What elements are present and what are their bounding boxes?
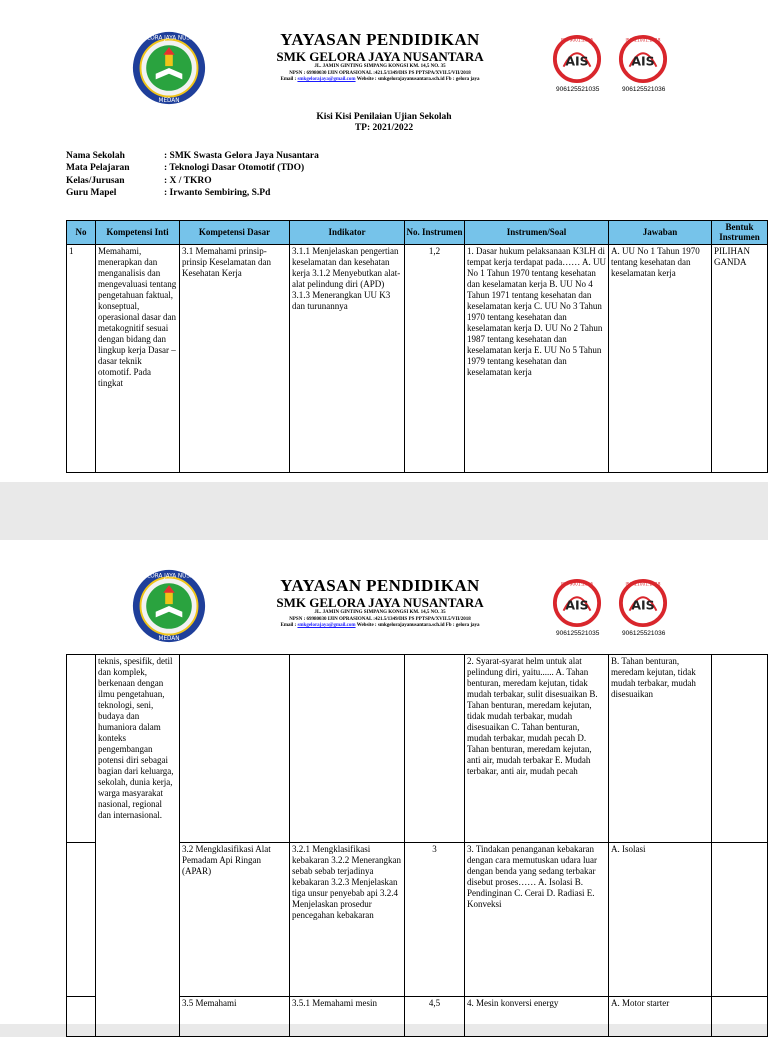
col-header-soal: Instrumen/Soal bbox=[465, 221, 609, 245]
cell-kd: 3.2 Mengklasifikasi Alat Pemadam Api Ringan (APAR) bbox=[180, 843, 290, 997]
svg-text:ISO 9001:2015: ISO 9001:2015 bbox=[560, 582, 594, 588]
iso-9001-cert-icon bbox=[548, 34, 606, 84]
contact-line: Email : smkgelorajaya@gmail.com Website : smkgelorajayanusantara.sch.id Fb : gelora jaya bbox=[280, 77, 480, 82]
kisi-kisi-table bbox=[66, 220, 768, 473]
cell-no-instrumen: 4,5 bbox=[405, 997, 465, 1037]
svg-text:ISO 21001:2018: ISO 21001:2018 bbox=[625, 582, 661, 588]
iso-9001-cert-icon bbox=[548, 578, 606, 628]
letterhead-text bbox=[220, 30, 540, 84]
document-page-1 bbox=[0, 0, 768, 482]
cell-bentuk bbox=[712, 997, 768, 1037]
svg-text:MEDAN: MEDAN bbox=[158, 98, 180, 105]
cell-bentuk bbox=[712, 843, 768, 997]
cell-no bbox=[67, 655, 96, 843]
cell-no-instrumen: 3 bbox=[405, 843, 465, 997]
school-info bbox=[66, 150, 319, 200]
col-header-no: No bbox=[67, 221, 96, 245]
cell-no-instrumen: 1,2 bbox=[405, 245, 465, 473]
cell-indikator: 3.2.1 Mengklasifikasi kebakaran 3.2.2 Menerangkan sebab sebab terjadinya kebakaran 3.2.3 Menjelaskan tiga unsur penyebab api 3.2.4 Menjelaskan prosedur pencegahan kebakaran bbox=[290, 843, 405, 997]
letterhead bbox=[0, 0, 768, 105]
cert-number-2: 906125521036 bbox=[622, 630, 666, 637]
cell-jawaban: B. Tahan benturan, meredam kejutan, tidak mudah terbakar, mudah disesuaikan bbox=[609, 655, 712, 843]
table-header-row bbox=[67, 221, 768, 245]
kisi-kisi-table-continued bbox=[66, 654, 768, 1037]
svg-text:AIS: AIS bbox=[565, 53, 589, 69]
cell-kd: 3.5 Memahami bbox=[180, 997, 290, 1037]
cell-indikator: 3.1.1 Menjelaskan pengertian keselamatan dan kesehatan kerja 3.1.2 Menyebutkan alat-alat pelindung diri (APD) 3.1.3 Menerangkan UU K3 dan turunannya bbox=[290, 245, 405, 473]
cell-ki: teknis, spesifik, detil dan komplek, berkenaan dengan ilmu pengetahuan, teknologi, seni, budaya dan humaniora dalam konteks pengembangan potensi diri sebagai bagian dari keluarga, sekolah, dunia kerja, warga masyarakat nasional, regional dan internasional. bbox=[96, 655, 180, 997]
cell-no bbox=[67, 997, 96, 1037]
cell-soal: 3. Tindakan penanganan kebakaran dengan cara memutuskan udara luar dengan benda yang sedang terbakar disebut proses…… A. Isolasi B. Pendinginan C. Cerai D. Radiasi E. Konveksi bbox=[465, 843, 609, 997]
contact-line: Email : smkgelorajaya@gmail.com Website : smkgelorajayanusantara.sch.id Fb : gelora jaya bbox=[280, 623, 480, 628]
cell-no bbox=[67, 843, 96, 997]
cell-soal: 2. Syarat-syarat helm untuk alat pelindung diri, yaitu...... A. Tahan benturan, meredam kejutan, tidak mudah terbakar, sulit disesuaikan B. Tahan benturan, meredam kejutan, tidak mudah terbakar, mudah disesuaikan C. Tahan benturan, mudah terbakar, mudah pecah D. Tahan benturan, meredam kejutan, anti air, mudah terbakar E. Mudah terbakar, anti air, mudah pecah bbox=[465, 655, 609, 843]
school-address: JL. JAMIN GINTING SIMPANG KONGSI KM. 14,5 NO. 35 bbox=[314, 64, 446, 69]
cell-soal: 4. Mesin konversi energy bbox=[465, 997, 609, 1037]
email-link[interactable]: smkgelorajaya@gmail.com bbox=[297, 623, 356, 628]
npsn-line: NPSN : 69980030 IJIN OPRASIONAL :421.5/1349/DIS PS PPTSPA/XVII.5/VII/2018 bbox=[289, 70, 471, 76]
cell-jawaban: A. Isolasi bbox=[609, 843, 712, 997]
svg-text:MEDAN: MEDAN bbox=[158, 636, 180, 643]
school-logo-icon bbox=[125, 30, 213, 106]
cell-indikator: 3.5.1 Memahami mesin bbox=[290, 997, 405, 1037]
col-header-kd: Kompetensi Dasar bbox=[180, 221, 290, 245]
cell-no: 1 bbox=[67, 245, 96, 473]
iso-21001-cert-icon bbox=[614, 34, 672, 84]
cell-kd bbox=[180, 655, 290, 843]
col-header-ki: Kompetensi Inti bbox=[96, 221, 180, 245]
col-header-bentuk: Bentuk Instrumen bbox=[712, 221, 768, 245]
cell-kd: 3.1 Memahami prinsip-prinsip Keselamatan dan Kesehatan Kerja bbox=[180, 245, 290, 473]
svg-text:AIS: AIS bbox=[631, 53, 655, 69]
iso-21001-cert-icon bbox=[614, 578, 672, 628]
npsn-line: NPSN : 69980030 IJIN OPRASIONAL :421.5/1349/DIS PS PPTSPA/XVII.5/VII/2018 bbox=[289, 616, 471, 622]
svg-text:SMK GELORA JAYA NUSANTARA: SMK GELORA JAYA NUSANTARA bbox=[125, 35, 213, 42]
document-page-2 bbox=[0, 540, 768, 1024]
col-header-jawaban: Jawaban bbox=[609, 221, 712, 245]
svg-text:SMK GELORA JAYA NUSANTARA: SMK GELORA JAYA NUSANTARA bbox=[125, 573, 213, 580]
letterhead bbox=[0, 540, 768, 643]
info-row: Kelas/Jurusan : X / TKRO bbox=[66, 175, 212, 186]
email-link[interactable]: smkgelorajaya@gmail.com bbox=[297, 77, 356, 82]
document-title: Kisi Kisi Penilaian Ujian Sekolah TP: 2021/2022 bbox=[316, 112, 452, 133]
svg-text:AIS: AIS bbox=[631, 597, 655, 613]
cell-bentuk: PILIHAN GANDA bbox=[712, 245, 768, 473]
letterhead-text bbox=[220, 576, 540, 630]
svg-text:ISO 21001:2018: ISO 21001:2018 bbox=[625, 38, 661, 44]
cell-soal: 1. Dasar hukum pelaksanaan K3LH di tempat kerja terdapat pada…… A. UU No 1 Tahun 1970 tentang kesehatan dan keselamatan kerja B. UU No 4 Tahun 1971 tentang kesehatan dan keselamatan kerja C. UU No 3 Tahun 1970 tentang kesehatan dan keselamatan kerja D. UU No 2 Tahun 1987 tentang kesehatan dan keselamatan kerja E. UU No 5 Tahun 1979 tentang kesehatan dan keselamatan kerja bbox=[465, 245, 609, 473]
cell-indikator bbox=[290, 655, 405, 843]
cell-jawaban: A. UU No 1 Tahun 1970 tentang kesehatan dan keselamatan kerja bbox=[609, 245, 712, 473]
table-row bbox=[67, 655, 768, 843]
cell-ki: Memahami, menerapkan dan menganalisis dan mengevaluasi tentang pengetahuan faktual, konseptual, operasional dasar dan metakognitif sesuai dengan bidang dan lingkup kerja Dasar – dasar teknik otomotif. Pada tingkat bbox=[96, 245, 180, 473]
info-row: Guru Mapel : Irwanto Sembiring, S.Pd bbox=[66, 188, 271, 199]
cert-number-2: 906125521036 bbox=[622, 86, 666, 93]
info-row: Nama Sekolah : SMK Swasta Gelora Jaya Nusantara bbox=[66, 151, 319, 161]
table-row bbox=[67, 245, 768, 473]
school-address: JL. JAMIN GINTING SIMPANG KONGSI KM. 14,5 NO. 35 bbox=[314, 610, 446, 615]
cell-no-instrumen bbox=[405, 655, 465, 843]
svg-text:AIS: AIS bbox=[565, 597, 589, 613]
school-logo-icon bbox=[125, 568, 213, 644]
school-name: SMK GELORA JAYA NUSANTARA bbox=[276, 49, 484, 64]
info-row: Mata Pelajaran : Teknologi Dasar Otomotif (TDO) bbox=[66, 163, 305, 174]
cert-number-1: 906125521035 bbox=[556, 86, 600, 93]
foundation-name: YAYASAN PENDIDIKAN bbox=[280, 576, 480, 595]
cell-ki bbox=[96, 997, 180, 1037]
table-row bbox=[67, 997, 768, 1037]
col-header-indikator: Indikator bbox=[290, 221, 405, 245]
svg-text:ISO 9001:2015: ISO 9001:2015 bbox=[560, 38, 594, 44]
school-name: SMK GELORA JAYA NUSANTARA bbox=[276, 595, 484, 610]
cell-bentuk bbox=[712, 655, 768, 843]
col-header-no-instrumen: No. Instrumen bbox=[405, 221, 465, 245]
cell-jawaban: A. Motor starter bbox=[609, 997, 712, 1037]
foundation-name: YAYASAN PENDIDIKAN bbox=[280, 30, 480, 49]
cert-number-1: 906125521035 bbox=[556, 630, 600, 637]
